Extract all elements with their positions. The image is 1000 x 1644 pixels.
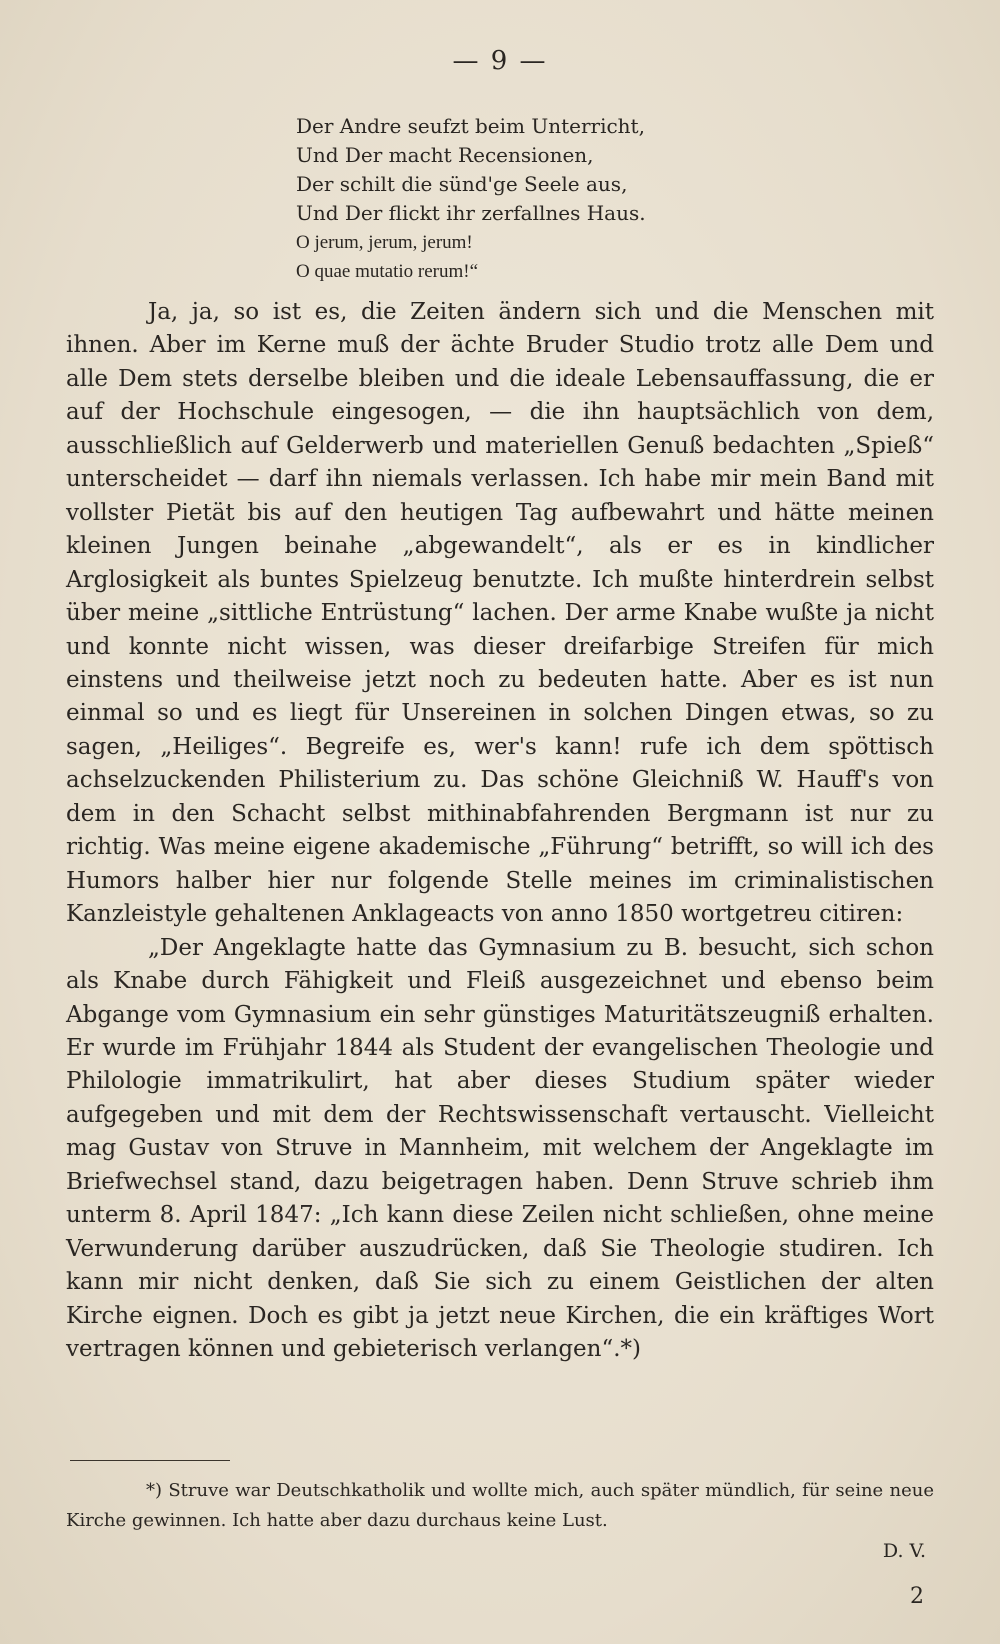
body-text [66, 296, 934, 1367]
signature: D. V. [882, 1540, 926, 1562]
verse-line: Und Der macht Recensionen, [296, 143, 594, 167]
verse-line: O jerum, jerum, jerum! [296, 232, 473, 253]
signature-mark: 2 [910, 1584, 924, 1609]
paragraph: Ja, ja, so ist es, die Zeiten ändern sich und die Menschen mit ihnen. Aber im Kerne muß der ächte Bruder Studio trotz alle Dem und alle Dem stets derselbe bleiben und die ideale Lebensauffassung, die er auf der Hochschule eingesogen, — die ihn hauptsächlich von dem, ausschließlich auf Gelderwerb und materiellen Genuß bedachten „Spieß“ unterscheidet — darf ihn niemals verlassen. Ich habe mir mein Band mit vollster Pietät bis auf den heutigen Tag aufbewahrt und hätte meinen kleinen Jungen beinahe „abgewandelt“, als er es in kindlicher Arglosigkeit als buntes Spielzeug benutzte. Ich mußte hinterdrein selbst über meine „sittliche Entrüstung“ lachen. Der arme Knabe wußte ja nicht und konnte nicht wissen, was dieser dreifarbige Streifen für mich einstens und theilweise jetzt noch zu bedeuten hatte. Aber es ist nun einmal so und es liegt für Unsereinen in solchen Dingen etwas, so zu sagen, „Heiliges“. Begreife es, wer's kann! rufe ich dem spöttisch achselzuckenden Philisterium zu. Das schöne Gleichniß W. Hauff's von dem in den Schacht selbst mithinabfahrenden Bergmann ist nur zu richtig. Was meine eigene akademische „Führung“ betrifft, so will ich des Humors halber hier nur folgende Stelle meines im criminalistischen Kanzleistyle gehaltenen Anklageacts von anno 1850 wortgetreu citiren: [66, 299, 934, 928]
page-number: — 9 — [452, 46, 548, 76]
verse-line: Der schilt die sünd'ge Seele aus, [296, 172, 628, 196]
verse-line: Und Der flickt ihr zerfallnes Haus. [296, 201, 646, 225]
verse-line: Der Andre seufzt beim Unterricht, [296, 114, 645, 138]
verse-block [296, 112, 646, 286]
quoted-paragraph: „Der Angeklagte hatte das Gymnasium zu B. besucht, sich schon als Knabe durch Fähigkeit und Fleiß ausgezeichnet und ebenso beim Abgange vom Gymnasium ein sehr günstiges Maturitätszeugniß erhalten. Er wurde im Frühjahr 1844 als Student der evangelischen Theologie und Philologie immatrikulirt, hat aber dieses Studium später wieder aufgegeben und mit dem der Rechtswissenschaft vertauscht. Vielleicht mag Gustav von Struve in Mannheim, mit welchem der Angeklagte im Briefwechsel stand, dazu beigetragen haben. Denn Struve schrieb ihm unterm 8. April 1847: „Ich kann diese Zeilen nicht schließen, ohne meine Verwunderung darüber auszudrücken, daß Sie Theologie studiren. Ich kann mir nicht denken, daß Sie sich zu einem Geistlichen der alten Kirche eignen. Doch es gibt ja jetzt neue Kirchen, die ein kräftiges Wort vertragen können und gebieterisch verlangen“.*) [66, 934, 934, 1363]
verse-line: O quae mutatio rerum!“ [296, 261, 479, 282]
footnote-rule [70, 1460, 230, 1461]
footnote [66, 1476, 934, 1536]
footnote-text: *) Struve war Deutschkatholik und wollte mich, auch später mündlich, für seine neue Kirche gewinnen. Ich hatte aber dazu durchaus keine Lust. [66, 1480, 934, 1531]
